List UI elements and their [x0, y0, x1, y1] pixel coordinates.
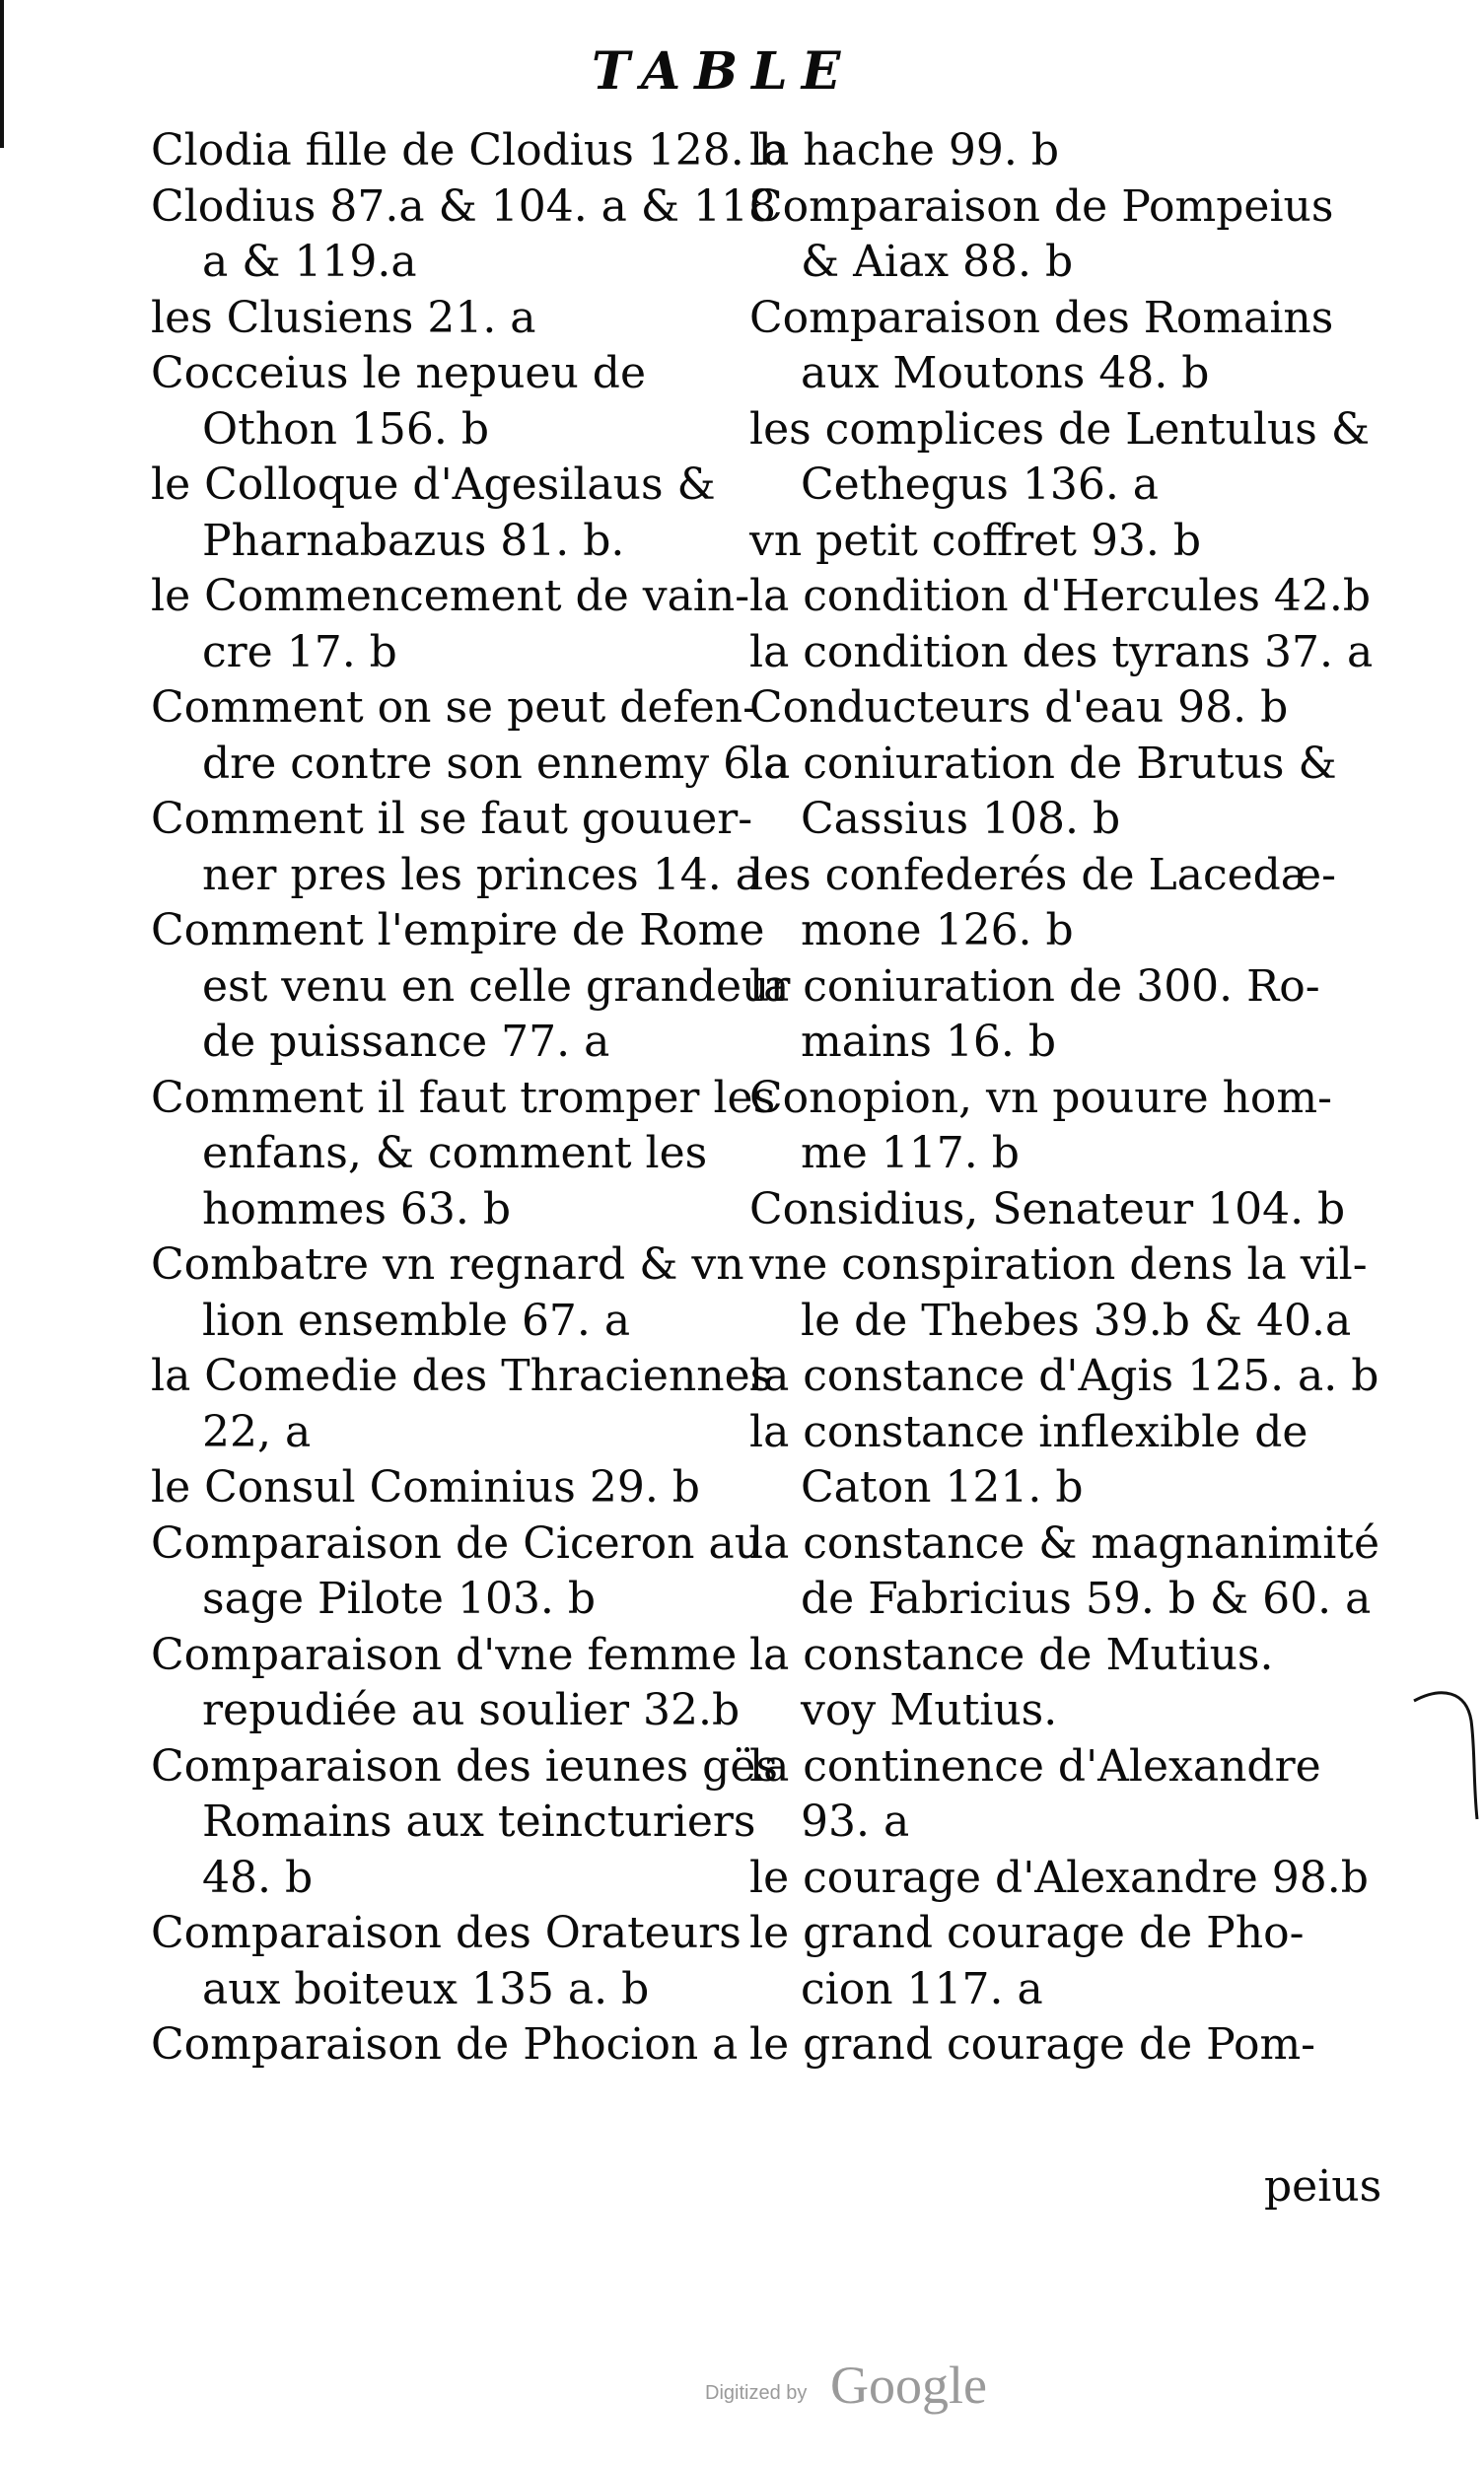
index-entry-line: le de Thebes 39.b & 40.a: [801, 1295, 1352, 1346]
index-entry-line: la Comedie des Thraciennes: [151, 1351, 773, 1401]
index-column-left: [151, 123, 791, 2074]
index-entry-line: Pharnabazus 81. b.: [202, 515, 625, 566]
index-entry-line: cion 117. a: [801, 1963, 1043, 2014]
watermark-prefix: Digitized by: [705, 2382, 808, 2404]
index-entry-line: les confederés de Lacedæ-: [749, 849, 1337, 900]
index-entry-line: Clodius 87.a & 104. a & 118: [151, 180, 777, 232]
index-entry-line: Cocceius le nepueu de: [151, 348, 647, 398]
google-logo: Google: [830, 2356, 987, 2415]
index-entry-line: la constance & magnanimité: [749, 1517, 1380, 1569]
index-entry-line: le grand courage de Pom-: [749, 2019, 1316, 2070]
index-entry-line: vn petit coffret 93. b: [749, 515, 1202, 566]
index-entry-line: la constance inflexible de: [749, 1406, 1308, 1457]
index-column-right: [749, 123, 1380, 2074]
index-entry-line: le Consul Cominius 29. b: [151, 1462, 700, 1513]
index-entry-line: a & 119.a: [202, 237, 417, 287]
index-entry-line: Caton 121. b: [801, 1462, 1084, 1513]
index-entry-line: lion ensemble 67. a: [202, 1295, 631, 1346]
index-entry-line: la constance de Mutius.: [749, 1629, 1274, 1680]
index-entry-line: le Colloque d'Agesilaus &: [151, 459, 716, 510]
index-entry-line: mone 126. b: [801, 905, 1074, 955]
index-entry-line: de puissance 77. a: [202, 1017, 610, 1067]
digitized-by-watermark: [705, 2355, 1021, 2414]
index-entry-line: 22, a: [202, 1406, 312, 1457]
index-entry-line: les Clusiens 21. a: [151, 292, 536, 343]
index-entry-line: Conducteurs d'eau 98. b: [749, 682, 1289, 733]
index-entry-line: enfans, & comment les: [202, 1128, 708, 1178]
index-entry-line: Cassius 108. b: [801, 794, 1121, 844]
index-entry-line: Othon 156. b: [202, 403, 490, 455]
index-entry-line: Comment on se peut defen-: [151, 682, 758, 733]
margin-ink-mark: [1412, 1681, 1481, 1829]
index-entry-line: la condition d'Hercules 42.b: [749, 571, 1372, 621]
index-entry-line: Conopion, vn pouure hom-: [749, 1072, 1333, 1123]
index-entry-line: la hache 99. b: [749, 125, 1059, 176]
index-entry-line: 93. a: [801, 1796, 910, 1847]
page-header: TABLE: [592, 41, 855, 102]
catchword: peius: [1264, 2161, 1382, 2212]
index-entry-line: les complices de Lentulus &: [749, 403, 1371, 455]
index-entry-line: de Fabricius 59. b & 60. a: [801, 1574, 1372, 1624]
index-entry-line: Comment l'empire de Rome: [151, 905, 765, 955]
index-entry-line: Cethegus 136. a: [801, 459, 1160, 510]
index-entry-line: Romains aux teincturiers: [202, 1796, 756, 1847]
index-entry-line: Comparaison d'vne femme: [151, 1629, 738, 1680]
index-entry-line: Comparaison des ieunes gës: [151, 1740, 778, 1792]
index-entry-line: voy Mutius.: [801, 1685, 1058, 1735]
index-entry-line: cre 17. b: [202, 626, 397, 677]
index-entry-line: Comparaison des Romains: [749, 292, 1334, 343]
index-entry-line: ner pres les princes 14. a: [202, 849, 761, 900]
index-entry-line: repudiée au soulier 32.b: [202, 1685, 741, 1735]
index-entry-line: le courage d'Alexandre 98.b: [749, 1852, 1369, 1903]
index-entry-line: & Aiax 88. b: [801, 237, 1074, 287]
index-entry-line: aux boiteux 135 a. b: [202, 1963, 650, 2014]
index-entry-line: Clodia fille de Clodius 128. b: [151, 125, 786, 176]
index-entry-line: la condition des tyrans 37. a: [749, 626, 1374, 677]
index-entry-line: Comparaison de Ciceron au: [151, 1517, 763, 1569]
index-entry-line: Comment il se faut gouuer-: [151, 794, 753, 844]
index-entry-line: est venu en celle grandeur: [202, 960, 791, 1012]
index-entry-line: sage Pilote 103. b: [202, 1574, 597, 1624]
index-entry-line: la coniuration de Brutus &: [749, 738, 1337, 789]
index-entry-line: le grand courage de Pho-: [749, 1908, 1305, 1958]
index-entry-line: Comparaison des Orateurs: [151, 1908, 742, 1958]
index-entry-line: me 117. b: [801, 1128, 1020, 1178]
index-entry-line: Comparaison de Pompeius: [749, 180, 1334, 232]
index-entry-line: Considius, Senateur 104. b: [749, 1183, 1346, 1234]
index-entry-line: hommes 63. b: [202, 1183, 512, 1234]
index-entry-line: vne conspiration dens la vil-: [749, 1239, 1368, 1290]
index-entry-line: mains 16. b: [801, 1017, 1057, 1067]
index-entry-line: Comment il faut tromper les: [151, 1072, 776, 1123]
index-entry-line: la constance d'Agis 125. a. b: [749, 1351, 1379, 1401]
index-entry-line: 48. b: [202, 1852, 314, 1903]
index-entry-line: la continence d'Alexandre: [749, 1740, 1321, 1792]
index-entry-line: Combatre vn regnard & vn: [151, 1239, 744, 1290]
index-entry-line: dre contre son ennemy 6.a: [202, 738, 791, 789]
index-entry-line: le Commencement de vain-: [151, 571, 750, 621]
index-entry-line: aux Moutons 48. b: [801, 348, 1210, 398]
index-entry-line: Comparaison de Phocion a: [151, 2019, 739, 2070]
index-entry-line: la coniuration de 300. Ro-: [749, 960, 1320, 1012]
page-edge-mark: [0, 0, 26, 148]
